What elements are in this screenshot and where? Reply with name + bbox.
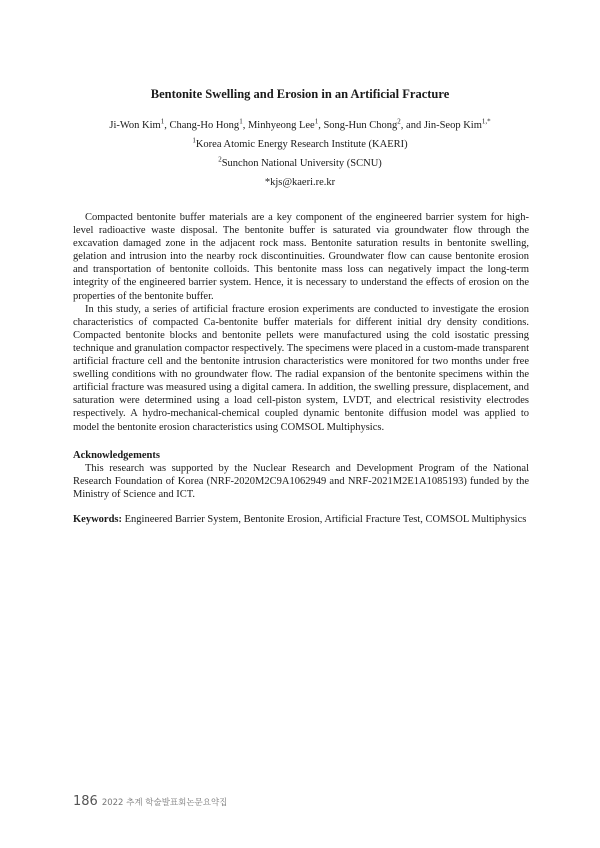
author bbox=[247, 117, 324, 131]
page-footer bbox=[73, 790, 227, 809]
author-name: Song-Hun Chong bbox=[323, 120, 398, 131]
author-separator: , bbox=[164, 120, 170, 131]
abstract-paragraph: In this study, a series of artificial fracture erosion experiments are conducted to investigate the erosion characteristics of compacted Ca-bentonite buffer materials for different initial dry density conditions. Compacted bentonite blocks and bentonite pellets were manufactured using the cold isostatic pressing technique and granulation compactor respectively. The specimens were placed in a custom-made transparent artificial fracture cell and the bentonite intrusion characteristics were monitored for two months under free swelling conditions with no groundwater flow. The radial expansion of the bentonite specimens within the artificial fracture was measured using a digital camera. In addition, the swelling pressure, displacement, and saturation were determined using a load cell-piston system, LVDT, and electrical resistivity electrodes respectively. A hydro-mechanical-chemical coupled dynamic bentonite diffusion model was applied to model the bentonite erosion characteristics using COMSOL Multiphysics. bbox=[73, 303, 529, 433]
author-affiliation-mark: 1 bbox=[314, 117, 319, 126]
author-name: Ji-Won Kim bbox=[109, 120, 161, 131]
keywords-label: Keywords: bbox=[73, 513, 122, 525]
abstract-paragraph: Compacted bentonite buffer materials are a key component of the engineered barrier system for high-level radioactive waste disposal. The bentonite buffer is saturated via groundwater flow through the excavation damaged zone in the adjacent rock mass. Bentonite saturation results in bentonite swelling, gelation and intrusion into the nearby rock discontinuities. Groundwater flow can cause bentonite erosion and transportation of bentonite colloids. This bentonite mass loss can negatively impact the long-term integrity of the engineered barrier system. Hence, it is necessary to understand the effects of erosion on the properties of the bentonite buffer. bbox=[73, 212, 529, 302]
acknowledgements-heading: Acknowledgements bbox=[73, 449, 160, 461]
author-name: Jin-Seop Kim bbox=[423, 120, 482, 131]
author-separator: , bbox=[242, 120, 248, 131]
author bbox=[109, 117, 170, 131]
paper-body bbox=[73, 211, 529, 526]
page-number: 186 bbox=[73, 794, 98, 809]
author bbox=[323, 117, 424, 131]
corresponding-email: *kjs@kaeri.re.kr bbox=[264, 177, 336, 188]
acknowledgements-text: This research was supported by the Nuclear Research and Development Program of the National Research Foundation of Korea (NRF-2020M2C9A1062949 and NRF-2021M2E1A1085193) funded by the Ministry of Science and ICT. bbox=[73, 462, 529, 500]
keywords-text: Engineered Barrier System, Bentonite Erosion, Artificial Fracture Test, COMSOL Multiphysics bbox=[124, 513, 527, 525]
affiliation bbox=[0, 155, 600, 169]
author bbox=[169, 117, 248, 131]
author-affiliation-mark: 1 bbox=[160, 117, 165, 126]
affiliation-text: Korea Atomic Energy Research Institute (KAERI) bbox=[195, 139, 408, 150]
paper-title: Bentonite Swelling and Erosion in an Artificial Fracture bbox=[150, 87, 450, 101]
author-affiliation-mark: 1,* bbox=[481, 117, 491, 126]
author-affiliation-mark: 2 bbox=[397, 117, 401, 126]
author-name: Chang-Ho Hong bbox=[169, 120, 240, 131]
proceedings-title: 2022 추계 학술발표회논문요약집 bbox=[101, 798, 228, 808]
author-list bbox=[0, 117, 600, 131]
affiliation-text: Sunchon National University (SCNU) bbox=[221, 158, 382, 169]
author-separator: , and bbox=[400, 120, 424, 131]
affiliation bbox=[0, 136, 600, 150]
affiliation-mark: 2 bbox=[218, 155, 222, 164]
author bbox=[423, 117, 491, 131]
author-affiliation-mark: 1 bbox=[239, 117, 243, 126]
keywords-line bbox=[73, 513, 529, 526]
author-separator: , bbox=[318, 120, 324, 131]
author-name: Minhyeong Lee bbox=[247, 120, 315, 131]
affiliation-mark: 1 bbox=[192, 136, 196, 145]
